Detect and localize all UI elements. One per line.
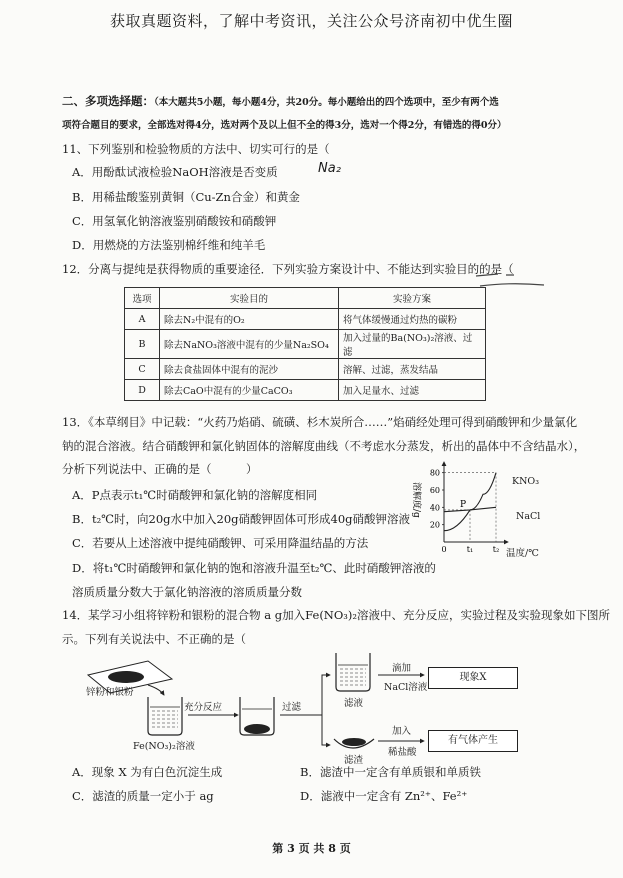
q12-stem: 12．分离与提纯是获得物质的重要途径．下列实验方案设计中、不能达到实验目的的是（	[62, 262, 514, 276]
q13-option-b: B．t₂℃时，向20g水中加入20g硝酸钾固体可形成40g硝酸钾溶液	[72, 512, 411, 526]
q11-stem: 11、下列鉴别和检验物质的方法中、切实可行的是（	[62, 142, 330, 156]
solubility-chart	[408, 458, 558, 558]
q14-line1: 14．某学习小组将锌粉和银粉的混合物 a g加入Fe(NO₃)₂溶液中、充分反应，实验过程及实验现象如下图所	[62, 608, 610, 622]
x-tick-label: t₂	[492, 545, 500, 554]
phenomenon-x-box: 现象X	[428, 667, 518, 689]
add2-line1: 加入	[392, 726, 412, 737]
table-cell: 溶解、过滤，蒸发结晶	[339, 359, 486, 380]
q11-handwritten-note: Na₂	[318, 161, 341, 176]
y-tick-label: 60	[429, 486, 440, 495]
beaker-1	[148, 697, 182, 735]
powder-pile	[108, 671, 144, 683]
table-row	[125, 309, 486, 330]
solution-label: Fe(NO₃)₂溶液	[133, 741, 195, 752]
q13-line2: 钠的混合溶液。结合硝酸钾和氯化钠固体的溶解度曲线（不考虑水分蒸发，析出的晶体中不含结晶水），	[62, 439, 586, 453]
header-banner: 获取真题资料，了解中考资讯，关注公众号济南初中优生圈	[109, 12, 513, 30]
precipitate	[244, 724, 270, 734]
gas-produced-box: 有气体产生	[428, 730, 518, 752]
table-header: 实验方案	[339, 288, 486, 309]
filter-branch-down	[322, 715, 330, 745]
x-axis-label: 温度/℃	[506, 548, 539, 559]
table-cell: C	[125, 359, 160, 380]
table-cell: 除去食盐固体中混有的泥沙	[160, 359, 339, 380]
add1-line1: 滴加	[392, 663, 412, 674]
point-p-label: P	[460, 499, 467, 510]
table-cell: A	[125, 309, 160, 330]
q12-table	[124, 287, 486, 401]
add1-line2: NaCl溶液	[384, 682, 428, 693]
q13-line3: 分析下列说法中、正确的是（ ）	[62, 462, 258, 476]
q11-option-b: B．用稀盐酸鉴别黄铜（Cu-Zn合金）和黄金	[72, 190, 300, 204]
react-label: 充分反应	[184, 702, 223, 713]
table-cell: 除去CaO中混有的少量CaCO₃	[160, 380, 339, 401]
q11-option-d: D．用燃烧的方法鉴别棉纤维和纯羊毛	[72, 238, 266, 252]
table-cell: 将气体缓慢通过灼热的碳粉	[339, 309, 486, 330]
table-cell: 加入足量水、过滤	[339, 380, 486, 401]
table-header: 实验目的	[160, 288, 339, 309]
q11-option-c: C．用氢氧化钠溶液鉴别硝酸铵和硝酸钾	[72, 214, 277, 228]
page-footer: 第 3 页 共 8 页	[272, 842, 351, 855]
q14-line2: 示。下列有关说法中、不正确的是（	[62, 632, 246, 646]
q14-option-d: D．滤液中一定含有 Zn²⁺、Fe²⁺	[300, 789, 468, 803]
table-row	[125, 330, 486, 359]
table-header: 选项	[125, 288, 160, 309]
table-cell: 加入过量的Ba(NO₃)₂溶液、过滤	[339, 330, 486, 359]
y-tick-label: 80	[429, 468, 440, 478]
table-cell: D	[125, 380, 160, 401]
y-axis-label: 溶解度/g	[411, 482, 421, 518]
add2-line2: 稀盐酸	[388, 747, 417, 758]
y-tick-label: 20	[429, 520, 440, 530]
table-cell: B	[125, 330, 160, 359]
table-row	[125, 359, 486, 380]
q14-option-b: B．滤渣中一定含有单质银和单质铁	[300, 765, 481, 779]
q11-option-a: A．用酚酞试液检验NaOH溶液是否变质	[72, 165, 278, 179]
q14-option-a: A．现象 X 为有白色沉淀生成	[72, 765, 223, 779]
series-label-nacl: NaCl	[516, 511, 541, 522]
q13-option-c: C．若要从上述溶液中提纯硝酸钾、可采用降温结晶的方法	[72, 536, 369, 550]
section-desc-line1: （本大题共5小题，每小题4分，共20分。每小题给出的四个选项中，至少有两个选	[154, 97, 499, 108]
x-tick-label: t₁	[466, 545, 474, 554]
q14-option-c: C．滤渣的质量一定小于 ag	[72, 789, 214, 803]
residue-label: 滤渣	[344, 755, 364, 766]
table-cell: 除去N₂中混有的O₂	[160, 309, 339, 330]
section-title: 二、多项选择题：	[62, 94, 154, 108]
filter-branch-up	[322, 675, 330, 715]
section-desc-line2: 项符合题目的要求，全部选对得4分，选对两个及以上但不全的得3分，选对一个得2分，有错选的得0分）	[62, 120, 507, 131]
q13-option-d-cont: 溶质质量分数大于氯化钠溶液的溶质质量分数	[72, 585, 302, 599]
x-tick-label: 0	[441, 545, 447, 554]
y-tick-label: 40	[429, 503, 440, 513]
filter-label: 过滤	[282, 702, 302, 713]
series-label-kno3: KNO₃	[512, 476, 540, 487]
section-heading	[62, 93, 499, 109]
table-row	[125, 380, 486, 401]
table-cell: 除去NaNO₃溶液中混有的少量Na₂SO₄	[160, 330, 339, 359]
table-header-row	[125, 288, 486, 309]
q13-option-d: D．将t₁℃时硝酸钾和氯化钠的饱和溶液升温至t₂℃、此时硝酸钾溶液的	[72, 561, 436, 575]
filtrate-label: 滤液	[344, 698, 364, 709]
powder-label: 锌粉和银粉	[86, 687, 134, 698]
q13-line1: 13．《本草纲目》中记载：“火药乃焰硝、硫磺、杉木炭所合……”焰硝经处理可得到硝酸钾和少量氯化	[62, 415, 578, 429]
q13-option-a: A．P点表示t₁℃时硝酸钾和氯化钠的溶解度相同	[72, 488, 318, 502]
